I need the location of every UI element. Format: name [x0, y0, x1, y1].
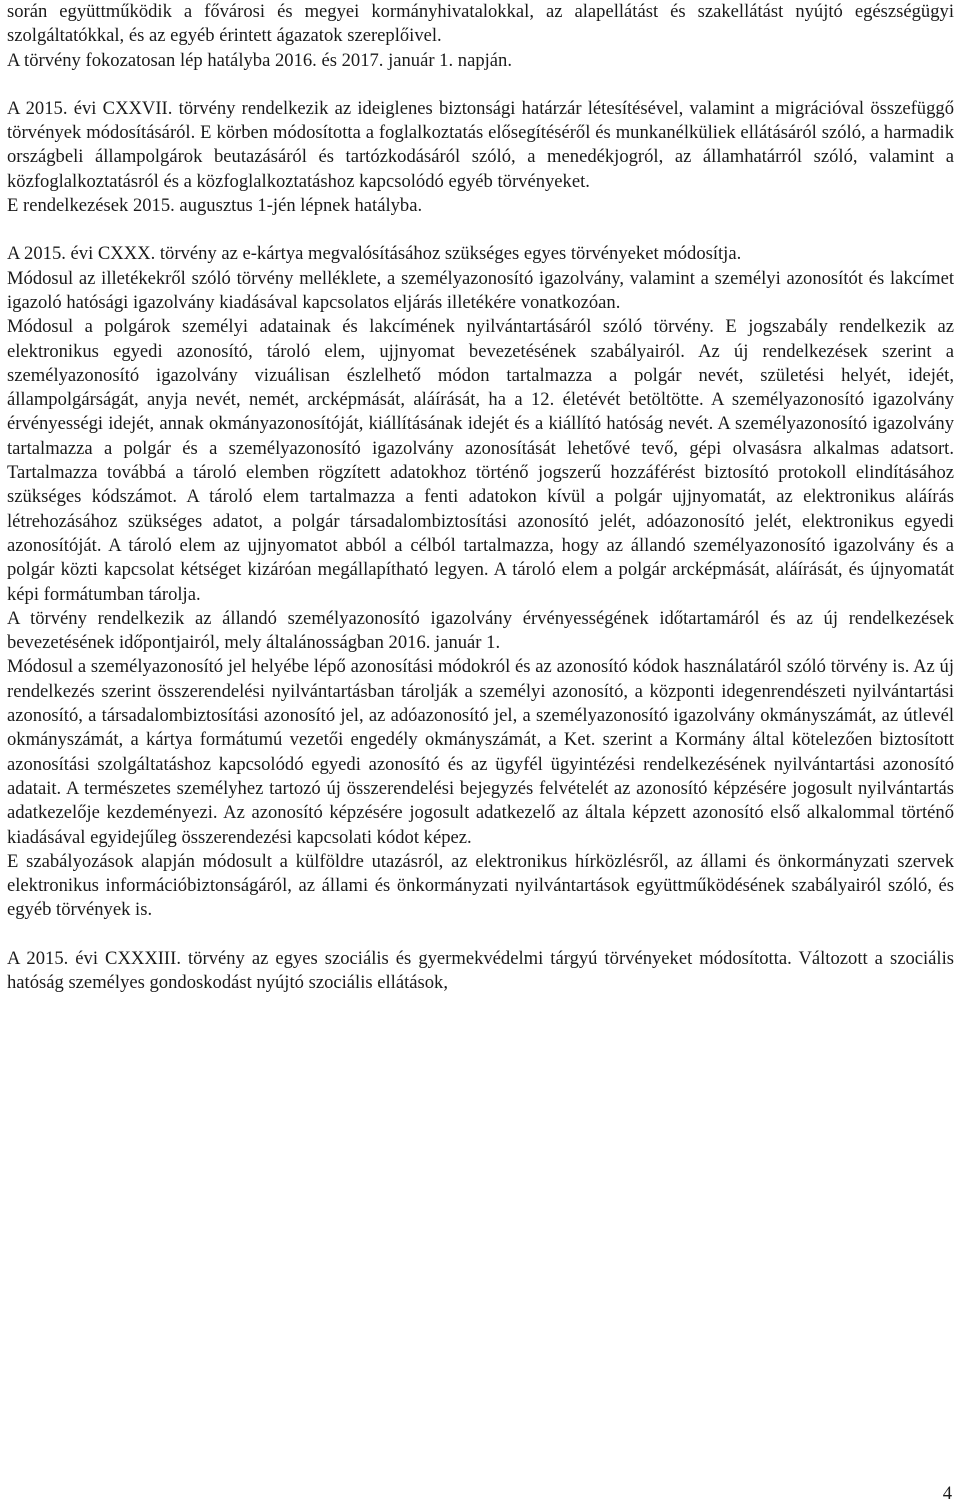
paragraph-gap — [7, 73, 954, 97]
paragraph-law-cxxvii-effective: E rendelkezések 2015. augusztus 1-jén lépnek hatályba. — [7, 195, 423, 217]
paragraph-law-cxxx: A 2015. évi CXXX. törvény az e-kártya megvalósításához szükséges egyes törvényeket módosítja. — [7, 243, 742, 265]
paragraph-law-cxxxiii: A 2015. évi CXXXIII. törvény az egyes szociális és gyermekvédelmi tárgyú törvényeket módosította. Változott a szociális hatóság személyes gondoskodást nyújtó szociális ellátások, — [7, 947, 954, 993]
paragraph-identification-codes: Módosul a személyazonosító jel helyébe lépő azonosítási módokról és az azonosító kódok használatáról szóló törvény is. Az új rendelkezés szerint összerendelési nyilvántartásban tárolják a személyi azonosító, a központi idegenrendészeti nyilvántartási azonosító, a társadalombiztosítási azonosító jel, az adóazonosító jel, a személyazonosító igazolvány okmányszámát, az útlevél okmányszámát, a kártya formátumú vezetői engedély okmányszámát, a Ket. szerint a Kormány által kötelezően biztosított azonosítási szolgáltatáshoz kapcsolódó egyedi azonosító és az ügyfél ügyintézési rendelkezésének nyilvántartási azonosító adatait. A természetes személyhez tartozó új összerendelési bejegyzés felvételét az azonosító képzésére jogosult nyilvántartás adatkezelője kezdeményezi. Az azonosító képzésére jogosult adatkezelő az általa képzett azonosító első alkalommal történő kiadásával egyidejűleg összerendezési kapcsolati kódot képez. — [7, 656, 954, 848]
paragraph-gap — [7, 218, 954, 242]
paragraph-personal-data-law: Módosul a polgárok személyi adatainak és lakcímének nyilvántartásáról szóló törvény. E jogszabály rendelkezik az elektronikus egyedi azonosító, tároló elem, ujjnyomat bevezetésének szabályairól. Az új rendelkezések szerint a személyazonosító igazolvány vizuálisan észlelhető módon tartalmazza a polgár nevét, születési helyét, idejét, állampolgárságát, anyja nevét, nemét, arcképmását, aláírását, ha a 12. életévét betöltötte. A személyazonosító igazolvány érvényességi idejét, annak okmányazonosítóját, kiállításának idejét és a kiállító hatóság nevét. A személyazonosító igazolvány tartalmazza a polgár és a személyazonosító igazolvány azonosítását lehetővé tevő, gépi olvasásra alkalmas adatsort. Tartalmazza továbbá a tároló elemben rögzített adatokhoz történő jogszerű hozzáférést biztosító protokoll elindításához szükséges kódszámot. A tároló elem tartalmazza a fenti adatokon kívül a polgár ujjnyomatát, az elektronikus aláírás létrehozásához szükséges adatot, a polgár társadalombiztosítási azonosító jelét, adóazonosító jelét, elektronikus egyedi azonosítóját. A tároló elem az ujjnyomatot abból a célból tartalmazza, hogy az állandó személyazonosító igazolvány és a polgár közti kapcsolat kétséget kizáróan megállapítható legyen. A tároló elem a polgár arcképmását, aláírását, és újnyomatát képi formátumban tárolja. — [7, 316, 954, 605]
page-number: 4 — [942, 1483, 952, 1504]
paragraph-entry-into-force: A törvény fokozatosan lép hatályba 2016. és 2017. január 1. napján. — [7, 49, 512, 71]
paragraph-cooperation: során együttműködik a fővárosi és megyei kormányhivatalokkal, az alapellátást és szakellátást nyújtó egészségügyi szolgáltatókkal, és az egyéb érintett ágazatok szereplőivel. — [7, 1, 954, 47]
paragraph-law-cxxvii: A 2015. évi CXXVII. törvény rendelkezik az ideiglenes biztonsági határzár létesítésével, valamint a migrációval összefüggő törvények módosításáról. E körben módosította a foglalkoztatás elősegítéséről és munkanélküliek ellátásáról szóló, a harmadik országbeli állampolgárok beutazásáról és tartózkodásáról szóló, a menedékjogról, az államhatárról szóló, valamint a közfoglalkoztatásról és a közfoglalkoztatáshoz kapcsolódó egyéb törvényeket. — [7, 97, 954, 192]
paragraph-gap — [7, 923, 954, 947]
document-page — [7, 0, 954, 995]
paragraph-id-validity: A törvény rendelkezik az állandó személyazonosító igazolvány érvényességének időtartamáról és az új rendelkezések bevezetésének időpontjairól, mely általánosságban 2016. január 1. — [7, 607, 954, 654]
paragraph-duty-law: Módosul az illetékekről szóló törvény melléklete, a személyazonosító igazolvány, valamint a személyi azonosítót és lakcímet igazoló hatósági igazolvány kiadásával kapcsolatos eljárás illetékére vonatkozóan. — [7, 267, 954, 313]
paragraph-related-amendments: E szabályozások alapján módosult a külföldre utazásról, az elektronikus hírközlésről, az állami és önkormányzati szervek elektronikus információbiztonságáról, az állami és önkormányzati nyilvántartások együttműködésének szabályairól szóló, és egyéb törvények is. — [7, 850, 954, 921]
